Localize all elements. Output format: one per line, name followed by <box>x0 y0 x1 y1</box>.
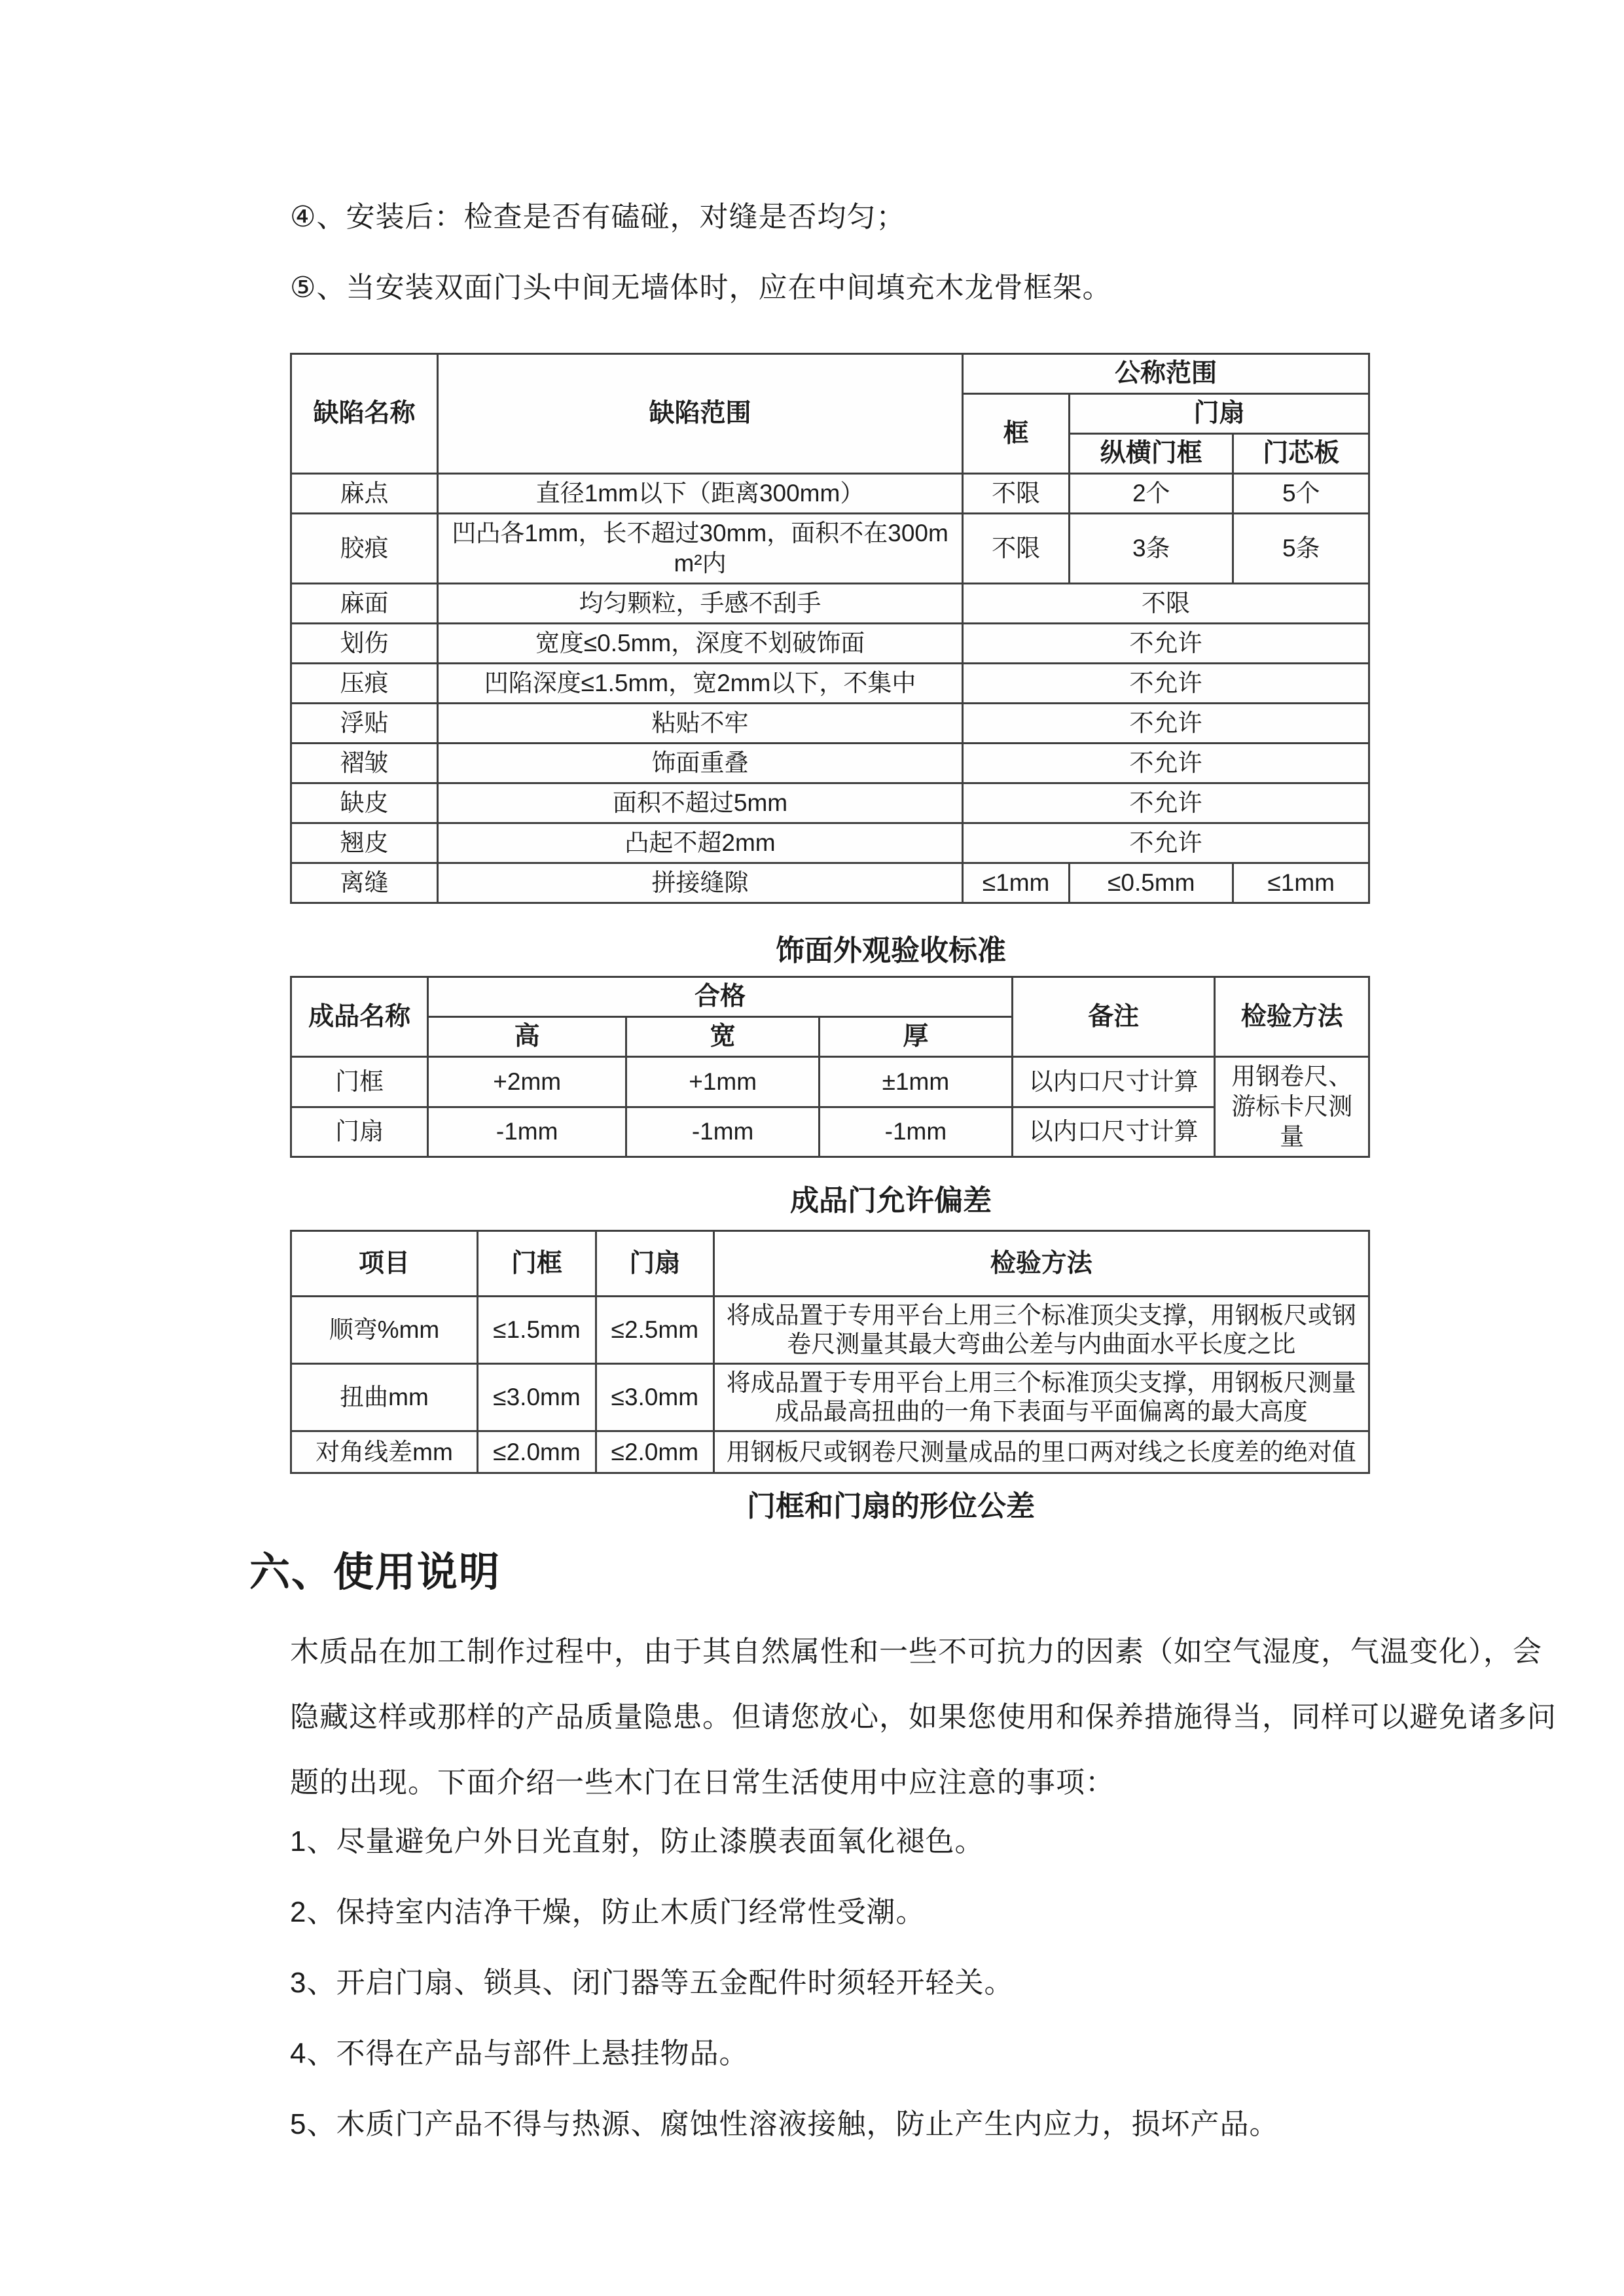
table-header-cell: 备注 <box>1012 977 1215 1057</box>
table-cell: 缺皮 <box>291 783 438 823</box>
table-cell: 5条 <box>1233 514 1369 584</box>
table-cell: ≤3.0mm <box>596 1364 714 1431</box>
table-cell: 凹陷深度≤1.5mm，宽2mm以下，不集中 <box>437 664 962 704</box>
table-row <box>291 1297 1369 1364</box>
table-cell: 压痕 <box>291 664 438 704</box>
table-cell: 不限 <box>963 584 1369 624</box>
table-cell: 离缝 <box>291 863 438 903</box>
table-cell: ≤0.5mm <box>1070 863 1233 903</box>
table-header-cell: 门扇 <box>1070 394 1369 434</box>
table-cell: -1mm <box>626 1107 820 1157</box>
table-cell: 以内口尺寸计算 <box>1012 1107 1215 1157</box>
usage-list <box>290 1826 1370 2140</box>
table-header-cell: 宽 <box>626 1017 820 1057</box>
table-cell: -1mm <box>820 1107 1013 1157</box>
table-row <box>291 1364 1369 1431</box>
table-row <box>291 354 1369 394</box>
table-cell: ≤2.5mm <box>596 1297 714 1364</box>
table-cell: ≤2.0mm <box>596 1431 714 1473</box>
table-row <box>291 584 1369 624</box>
table-cell: 浮贴 <box>291 704 438 744</box>
table-cell: 门框 <box>291 1057 428 1107</box>
table-header-cell: 门芯板 <box>1233 434 1369 474</box>
usage-list-item: 5、木质门产品不得与热源、腐蚀性溶液接触，防止产生内应力，损坏产品。 <box>290 2108 1279 2140</box>
table-row <box>291 704 1369 744</box>
table-cell: ≤1mm <box>1233 863 1369 903</box>
usage-paragraph-line: 题的出现。下面介绍一些木门在日常生活使用中应注意的事项： <box>290 1767 1115 1799</box>
table-cell: 不限 <box>963 514 1070 584</box>
usage-list-item: 3、开启门扇、锁具、闭门器等五金配件时须轻开轻关。 <box>290 1967 1014 1999</box>
table-row <box>291 664 1369 704</box>
table-cell: 2个 <box>1070 474 1233 514</box>
table-header-cell: 框 <box>963 394 1070 474</box>
table-cell: 拼接缝隙 <box>437 863 962 903</box>
table-cell: 麻面 <box>291 584 438 624</box>
table-cell: 不允许 <box>963 744 1369 783</box>
table-cell: 粘贴不牢 <box>437 704 962 744</box>
defect-table-caption: 饰面外观验收标准 <box>776 935 1006 967</box>
table-cell: 将成品置于专用平台上用三个标准顶尖支撑，用钢板尺测量成品最高扭曲的一角下表面与平面偏离的最大高度 <box>713 1364 1369 1431</box>
table-row <box>291 1107 1369 1157</box>
table-header-cell: 缺陷名称 <box>291 354 438 474</box>
table-cell: 不允许 <box>963 624 1369 664</box>
table-cell: ≤2.0mm <box>477 1431 596 1473</box>
intro-item-4: ④、安装后：检查是否有磕碰，对缝是否均匀； <box>290 201 906 233</box>
table-cell: 门扇 <box>291 1107 428 1157</box>
defect-acceptance-table <box>290 353 1370 904</box>
table-row <box>291 783 1369 823</box>
table-row <box>291 1231 1369 1297</box>
table-cell: 翘皮 <box>291 823 438 863</box>
table-row <box>291 474 1369 514</box>
table-row <box>291 514 1369 584</box>
table-header-cell: 合格 <box>428 977 1013 1017</box>
table-cell: 对角线差mm <box>291 1431 478 1473</box>
table-cell: 胶痕 <box>291 514 438 584</box>
usage-paragraph <box>290 1619 1557 1816</box>
table-row <box>291 1057 1369 1107</box>
table-cell: 划伤 <box>291 624 438 664</box>
usage-list-item: 2、保持室内洁净干燥，防止木质门经常性受潮。 <box>290 1896 926 1928</box>
tolerance-table-caption: 门框和门扇的形位公差 <box>747 1490 1035 1522</box>
usage-paragraph-line: 木质品在加工制作过程中，由于其自然属性和一些不可抗力的因素（如空气湿度，气温变化），会 <box>290 1636 1542 1668</box>
table-cell: 顺弯%mm <box>291 1297 478 1364</box>
table-header-cell: 检验方法 <box>713 1231 1369 1297</box>
table-header-cell: 高 <box>428 1017 626 1057</box>
table-cell: 5个 <box>1233 474 1369 514</box>
table-cell: ≤3.0mm <box>477 1364 596 1431</box>
table-cell: ≤1.5mm <box>477 1297 596 1364</box>
table-header-cell: 厚 <box>820 1017 1013 1057</box>
table-cell: 直径1mm以下（距离300mm） <box>437 474 962 514</box>
finished-table-caption: 成品门允许偏差 <box>790 1185 992 1217</box>
usage-list-item: 1、尽量避免户外日光直射，防止漆膜表面氧化褪色。 <box>290 1825 984 1857</box>
table-header-cell: 缺陷范围 <box>437 354 962 474</box>
table-row <box>291 744 1369 783</box>
table-header-cell: 项目 <box>291 1231 478 1297</box>
finished-door-deviation-table <box>290 976 1370 1158</box>
table-cell: 均匀颗粒，手感不刮手 <box>437 584 962 624</box>
table-cell: 褶皱 <box>291 744 438 783</box>
table-header-cell: 公称范围 <box>963 354 1369 394</box>
table-cell: 面积不超过5mm <box>437 783 962 823</box>
table-header-cell: 门扇 <box>596 1231 714 1297</box>
table-cell: 宽度≤0.5mm，深度不划破饰面 <box>437 624 962 664</box>
finished-door-deviation-table-grid <box>290 976 1370 1158</box>
table-cell: 用钢板尺或钢卷尺测量成品的里口两对线之长度差的绝对值 <box>713 1431 1369 1473</box>
intro-item-5: ⑤、当安装双面门头中间无墙体时，应在中间填充木龙骨框架。 <box>290 272 1112 304</box>
table-cell: 扭曲mm <box>291 1364 478 1431</box>
table-cell: 不限 <box>963 474 1070 514</box>
usage-list-item: 4、不得在产品与部件上悬挂物品。 <box>290 2037 749 2070</box>
table-row <box>291 1431 1369 1473</box>
table-header-cell: 门框 <box>477 1231 596 1297</box>
table-cell: ≤1mm <box>963 863 1070 903</box>
table-cell: 不允许 <box>963 823 1369 863</box>
table-cell: +1mm <box>626 1057 820 1107</box>
usage-section-heading: 六、使用说明 <box>249 1550 501 1595</box>
table-cell: 饰面重叠 <box>437 744 962 783</box>
table-row <box>291 977 1369 1017</box>
shape-tolerance-table-grid <box>290 1230 1370 1474</box>
defect-acceptance-table-grid <box>290 353 1370 904</box>
table-cell: 不允许 <box>963 664 1369 704</box>
table-cell: -1mm <box>428 1107 626 1157</box>
table-header-cell: 检验方法 <box>1215 977 1369 1057</box>
table-row <box>291 624 1369 664</box>
table-cell: ±1mm <box>820 1057 1013 1107</box>
table-cell: 以内口尺寸计算 <box>1012 1057 1215 1107</box>
table-cell: 不允许 <box>963 783 1369 823</box>
table-cell: +2mm <box>428 1057 626 1107</box>
table-row <box>291 863 1369 903</box>
table-cell: 麻点 <box>291 474 438 514</box>
installation-notes <box>290 202 1370 304</box>
table-header-cell: 纵横门框 <box>1070 434 1233 474</box>
table-cell: 用钢卷尺、游标卡尺测量 <box>1215 1057 1369 1157</box>
table-cell: 3条 <box>1070 514 1233 584</box>
table-header-cell: 成品名称 <box>291 977 428 1057</box>
table-cell: 不允许 <box>963 704 1369 744</box>
table-cell: 凸起不超2mm <box>437 823 962 863</box>
table-cell: 凹凸各1mm，长不超过30mm，面积不在300mm²内 <box>437 514 962 584</box>
usage-paragraph-line: 隐藏这样或那样的产品质量隐患。但请您放心，如果您使用和保养措施得当，同样可以避免诸多问 <box>290 1701 1557 1733</box>
table-row <box>291 823 1369 863</box>
shape-tolerance-table <box>290 1230 1370 1474</box>
table-cell: 将成品置于专用平台上用三个标准顶尖支撑，用钢板尺或钢卷尺测量其最大弯曲公差与内曲面水平长度之比 <box>713 1297 1369 1364</box>
